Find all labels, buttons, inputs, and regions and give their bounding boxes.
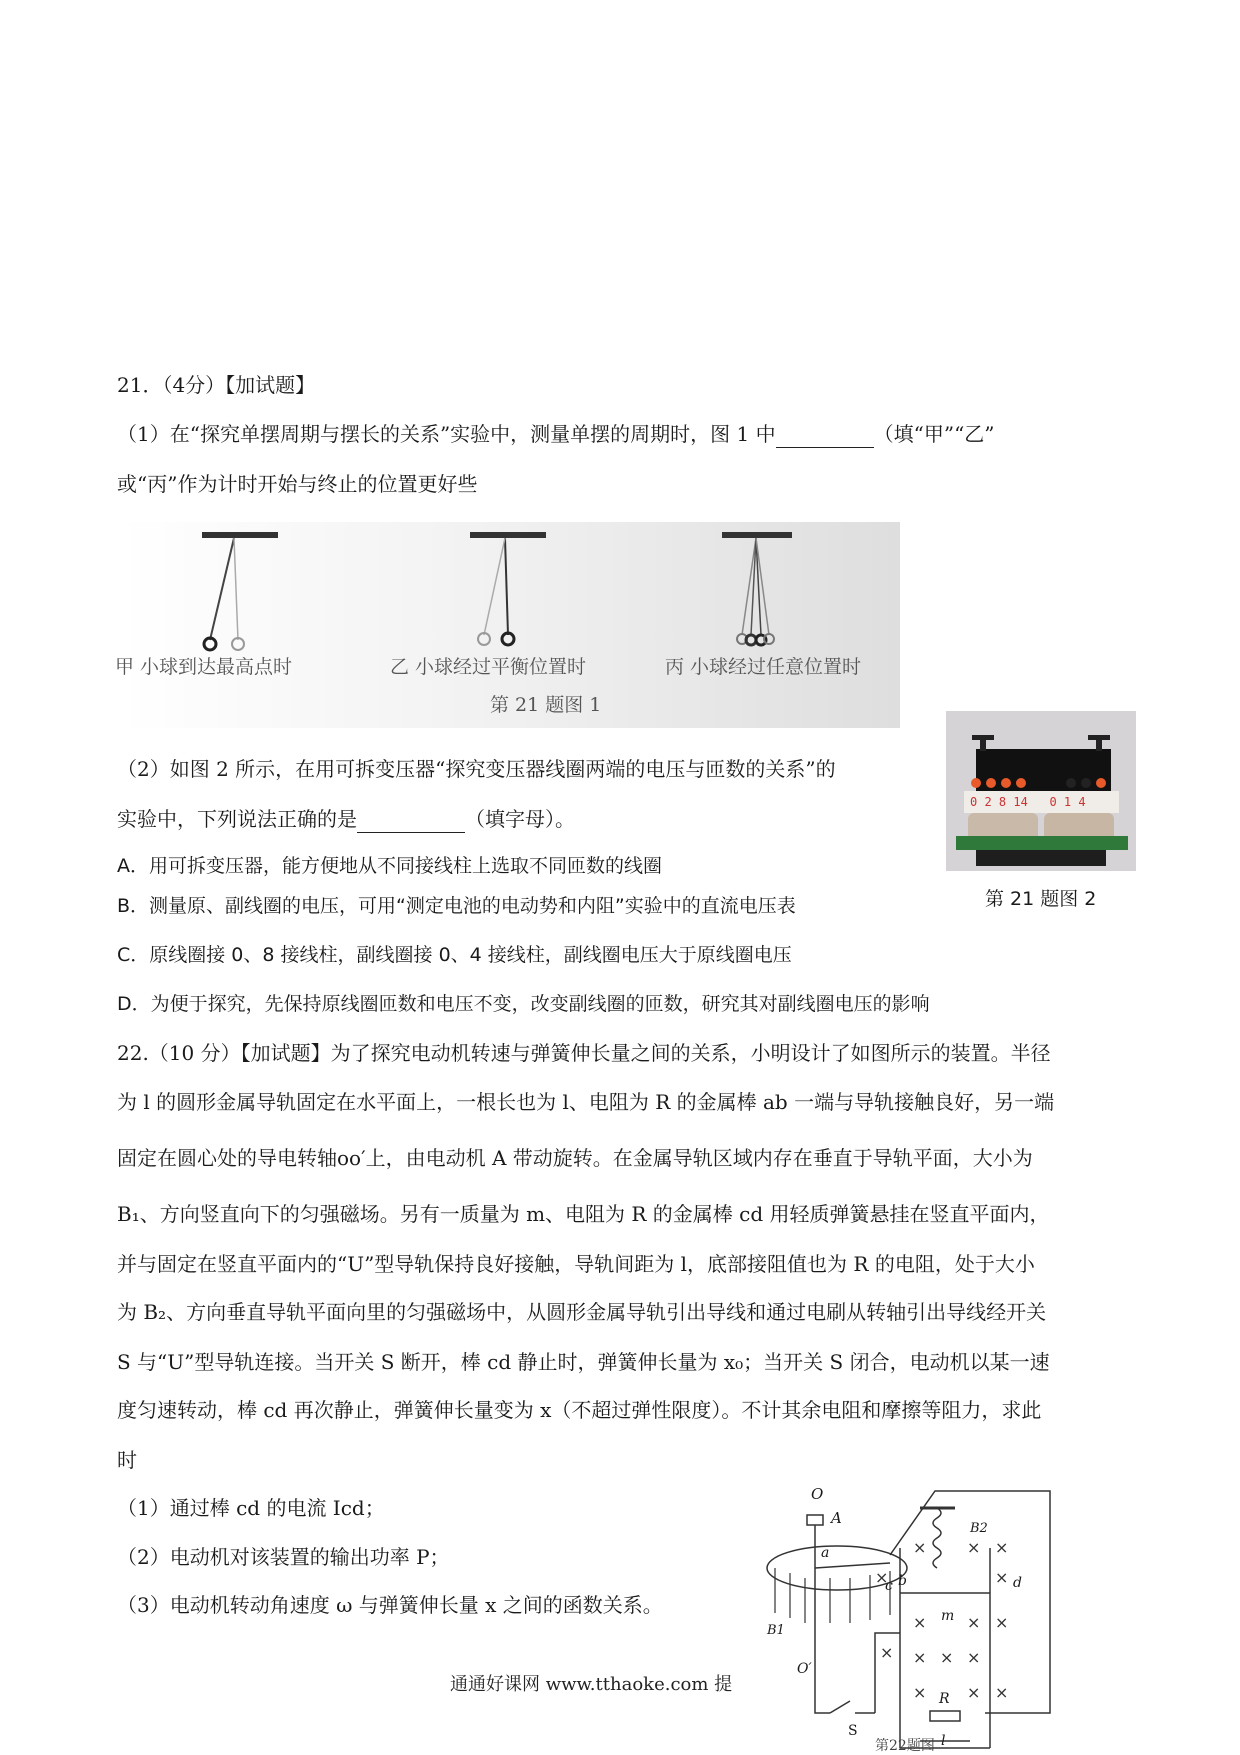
svg-text:×: ×: [967, 1538, 981, 1557]
label-l: l: [941, 1733, 946, 1749]
label-m: m: [941, 1608, 955, 1624]
q22-sub-2: （2）电动机对该装置的输出功率 P；: [117, 1545, 450, 1569]
label-a: a: [821, 1545, 830, 1561]
q22-line-6: 为 B₂、方向垂直导轨平面向里的匀强磁场中，从圆形金属导轨引出导线和通过电刷从转轴引出导线经开关: [117, 1300, 1047, 1324]
q21-part2-text-a: 实验中，下列说法正确的是: [117, 807, 357, 831]
q21-part2-line1: （2）如图 2 所示，在用可拆变压器“探究变压器线圈两端的电压与匝数的关系”的: [117, 757, 836, 781]
svg-text:×: ×: [940, 1648, 954, 1667]
svg-text:×: ×: [880, 1643, 894, 1662]
svg-text:×: ×: [995, 1568, 1009, 1587]
figure22-title: 第22题图: [875, 1738, 935, 1754]
q22-line-9: 时: [117, 1448, 137, 1472]
pendulum-figure: [115, 522, 900, 728]
label-d: d: [1013, 1575, 1022, 1591]
q22-line-7: S 与“U”型导轨连接。当开关 S 断开，棒 cd 静止时，弹簧伸长量为 x₀；当开关 S 闭合，电动机以某一速: [117, 1350, 1050, 1374]
pendulum-caption-jia: 甲 小球到达最高点时: [115, 656, 293, 678]
q21-option-a: A．用可拆变压器，能方便地从不同接线柱上选取不同匝数的线圈: [117, 855, 662, 877]
q21-option-d: D．为便于探究，先保持原线圈匝数和电压不变，改变副线圈的匝数，研究其对副线圈电压的影响: [117, 993, 930, 1015]
label-A: A: [831, 1509, 842, 1527]
q21-part2-line2: [117, 805, 575, 833]
label-b: b: [898, 1573, 907, 1589]
label-R: R: [939, 1691, 950, 1707]
svg-text:×: ×: [967, 1648, 981, 1667]
q22-line-4: B₁、方向竖直向下的匀强磁场。另有一质量为 m、电阻为 R 的金属棒 cd 用轻质弹簧悬挂在竖直平面内，: [117, 1202, 1050, 1226]
q21-part2-text-b: （填字母）。: [465, 807, 575, 831]
label-O-prime: O′: [797, 1661, 812, 1677]
q22-line-2: 为 l 的圆形金属导轨固定在水平面上，一根长也为 l、电阻为 R 的金属棒 ab 一端与导轨接触良好，另一端: [117, 1090, 1055, 1114]
label-B2: B2: [970, 1521, 988, 1536]
label-S: S: [848, 1723, 858, 1739]
svg-text:×: ×: [913, 1538, 927, 1557]
motor-circuit-figure: [755, 1483, 1105, 1754]
q21-part1-answer-blank[interactable]: [776, 425, 874, 448]
transformer-photo: [946, 711, 1136, 871]
q21-part1-line1: [117, 420, 995, 448]
label-B1: B1: [767, 1623, 785, 1638]
q21-part1-text-b: （填“甲”“乙”: [873, 422, 995, 446]
svg-text:×: ×: [875, 1568, 889, 1587]
figure1-title: 第 21 题图 1: [490, 694, 602, 716]
transformer-drawing: [946, 711, 1136, 871]
svg-text:×: ×: [967, 1683, 981, 1702]
transformer-terminal-labels: 0 2 8 14 0 1 4: [970, 795, 1086, 809]
label-c: c: [885, 1578, 893, 1594]
pendulum-caption-bing: 丙 小球经过任意位置时: [665, 656, 862, 678]
svg-text:×: ×: [995, 1613, 1009, 1632]
q21-option-b: B．测量原、副线圈的电压，可用“测定电池的电动势和内阻”实验中的直流电压表: [117, 895, 796, 917]
page-footer: 通通好课网 www.tthaoke.com 提: [450, 1674, 733, 1695]
q21-option-c: C．原线圈接 0、8 接线柱，副线圈接 0、4 接线柱，副线圈电压大于原线圈电压: [117, 944, 792, 966]
q22-line-1: 22.（10 分）【加试题】为了探究电动机转速与弹簧伸长量之间的关系，小明设计了如图所示的装置。半径: [117, 1041, 1051, 1065]
q21-part1-line2: 或“丙”作为计时开始与终止的位置更好些: [117, 472, 478, 496]
q22-line-3: 固定在圆心处的导电转轴oo′上，由电动机 A 带动旋转。在金属导轨区域内存在垂直于导轨平面，大小为: [117, 1146, 1033, 1170]
q22-sub-1: （1）通过棒 cd 的电流 Icd；: [117, 1496, 385, 1520]
q21-part1-text-a: （1）在“探究单摆周期与摆长的关系”实验中，测量单摆的周期时，图 1 中: [117, 422, 776, 446]
svg-text:×: ×: [995, 1683, 1009, 1702]
svg-text:×: ×: [913, 1683, 927, 1702]
q21-header: 21．（4分）【加试题】: [117, 373, 316, 397]
svg-text:×: ×: [913, 1613, 927, 1632]
figure2-title: 第 21 题图 2: [985, 888, 1097, 910]
q22-sub-3: （3）电动机转动角速度 ω 与弹簧伸长量 x 之间的函数关系。: [117, 1593, 663, 1617]
svg-text:×: ×: [967, 1613, 981, 1632]
circuit-drawing: [755, 1483, 1105, 1754]
svg-text:×: ×: [913, 1648, 927, 1667]
label-O: O: [811, 1485, 824, 1503]
pendulum-caption-yi: 乙 小球经过平衡位置时: [390, 656, 587, 678]
svg-text:×: ×: [995, 1538, 1009, 1557]
q22-line-5: 并与固定在竖直平面内的“U”型导轨保持良好接触，导轨间距为 l，底部接阻值也为 R 的电阻，处于大小: [117, 1252, 1035, 1276]
q21-part2-answer-blank[interactable]: [357, 810, 465, 833]
q22-line-8: 度匀速转动，棒 cd 再次静止，弹簧伸长量变为 x（不超过弹性限度）。不计其余电阻和摩擦等阻力，求此: [117, 1398, 1042, 1422]
